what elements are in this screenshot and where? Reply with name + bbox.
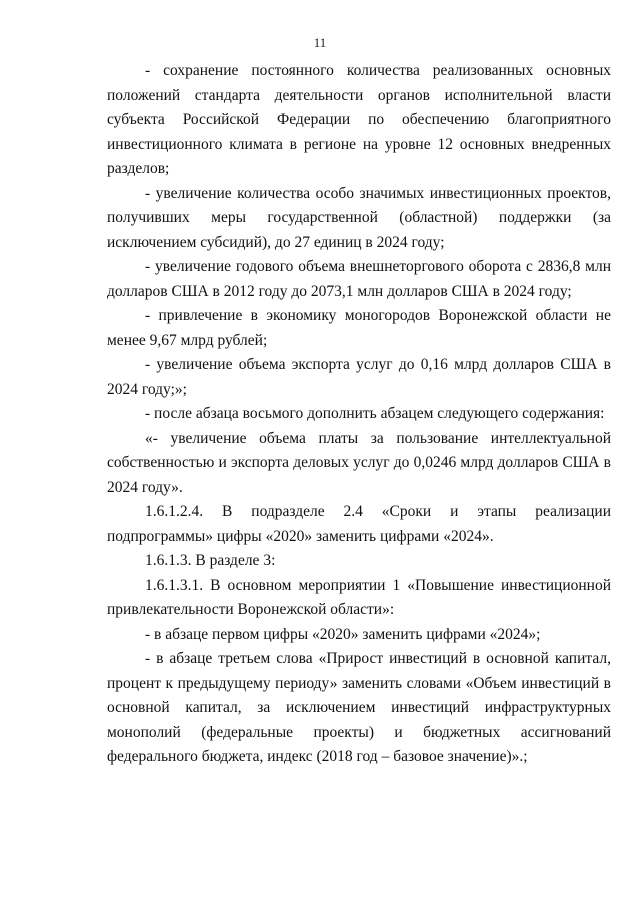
paragraph: «- увеличение объема платы за пользование интеллектуальной собственностью и экспорта деловых услуг до 0,0246 млрд долларов США в 2024 году». [107, 429, 611, 496]
paragraph: - увеличение годового объема внешнеторгового оборота с 2836,8 млн долларов США в 2012 году до 2073,1 млн долларов США в 2024 году; [107, 258, 611, 300]
document-body [107, 59, 611, 770]
paragraph: - после абзаца восьмого дополнить абзацем следующего содержания: [145, 405, 605, 422]
paragraph: - сохранение постоянного количества реализованных основных положений стандарта деятельности органов исполнительной власти субъекта Российской Федерации по обеспечению благоприятного инвестиционного климата в регионе на уровне 12 основных внедренных разделов; [107, 62, 611, 177]
paragraph: - в абзаце третьем слова «Прирост инвестиций в основной капитал, процент к предыдущему периоду» заменить словами «Объем инвестиций в основной капитал, за исключением инвестиций инфраструктурных монополий (федеральные проекты) и бюджетных ассигнований федерального бюджета, индекс (2018 год – базовое значение)».; [107, 650, 611, 765]
paragraph: - привлечение в экономику моногородов Воронежской области не менее 9,67 млрд рублей; [107, 307, 611, 349]
paragraph: - увеличение количества особо значимых инвестиционных проектов, получивших меры государственной (областной) поддержки (за исключением субсидий), до 27 единиц в 2024 году; [107, 184, 611, 251]
paragraph: - в абзаце первом цифры «2020» заменить цифрами «2024»; [145, 625, 541, 643]
paragraph: 1.6.1.3.1. В основном мероприятии 1 «Повышение инвестиционной привлекательности Воронежской области»: [107, 576, 611, 618]
paragraph: 1.6.1.3. В разделе 3: [145, 552, 276, 569]
paragraph: - увеличение объема экспорта услуг до 0,16 млрд долларов США в 2024 году;»; [107, 356, 611, 398]
paragraph: 1.6.1.2.4. В подразделе 2.4 «Сроки и этапы реализации подпрограммы» цифры «2020» заменить цифрами «2024». [107, 503, 611, 545]
page-number: 11 [313, 35, 327, 50]
